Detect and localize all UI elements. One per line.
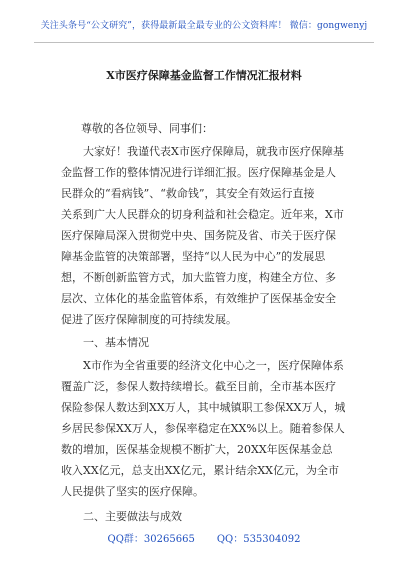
paragraph-2-line: 人民提供了坚实的医疗保障。 xyxy=(61,485,204,498)
paragraph-1-line: 想，不断创新监管方式，加大监管力度，构建全方位、多 xyxy=(61,271,336,284)
header-divider xyxy=(34,42,374,43)
qq-number: QQ：535304092 xyxy=(216,534,301,545)
paragraph-2-line: 乡居民参保XX万人，参保率稳定在XX%以上。随着参保人 xyxy=(61,422,345,435)
section-heading-main-practices: 二、主要做法与成效 xyxy=(83,510,182,523)
section-heading-basic-situation: 一、基本情况 xyxy=(83,336,149,349)
paragraph-1-line: 民群众的“看病钱”、“救命钱”，其安全有效运行直接 xyxy=(61,187,315,200)
paragraph-1-line: 层次、立体化的基金监管体系，有效维护了医保基金安全 xyxy=(61,292,336,305)
salutation: 尊敬的各位领导、同事们： xyxy=(81,122,213,135)
paragraph-2-line: 覆盖广泛，参保人数持续增长。截至目前，全市基本医疗 xyxy=(61,380,336,393)
paragraph-2-line: X市作为全省重要的经济文化中心之一，医疗保障体系 xyxy=(83,359,344,372)
header-banner: 关注头条号“公文研究”，获得最新最全最专业的公文资料库！ 微信：gongwenyj xyxy=(40,21,368,31)
paragraph-1-line: 障基金监管的决策部署，坚持“以人民为中心”的发展思 xyxy=(61,250,326,263)
paragraph-2-line: 数的增加，医保基金规模不断扩大，20XX年医保基金总 xyxy=(61,443,333,456)
footer-contact xyxy=(0,533,408,546)
paragraph-2-line: 收入XX亿元，总支出XX亿元，累计结余XX亿元，为全市 xyxy=(61,464,339,477)
paragraph-1-line: 促进了医疗保障制度的可持续发展。 xyxy=(61,313,237,326)
paragraph-1-line: 大家好！我谨代表X市医疗保障局，就我市医疗保障基 xyxy=(83,145,344,158)
paragraph-1-line: 关系到广大人民群众的切身利益和社会稳定。近年来，X市 xyxy=(61,208,344,221)
document-title: X市医疗保障基金监督工作情况汇报材料 xyxy=(106,69,302,82)
paragraph-1-line: 金监督工作的整体情况进行详细汇报。医疗保障基金是人 xyxy=(61,166,336,179)
paragraph-2-line: 保险参保人数达到XX万人，其中城镇职工参保XX万人，城 xyxy=(61,401,346,414)
qq-group-number: QQ群：30265665 xyxy=(107,534,195,545)
paragraph-1-line: 医疗保障局深入贯彻党中央、国务院及省、市关于医疗保 xyxy=(61,229,336,242)
